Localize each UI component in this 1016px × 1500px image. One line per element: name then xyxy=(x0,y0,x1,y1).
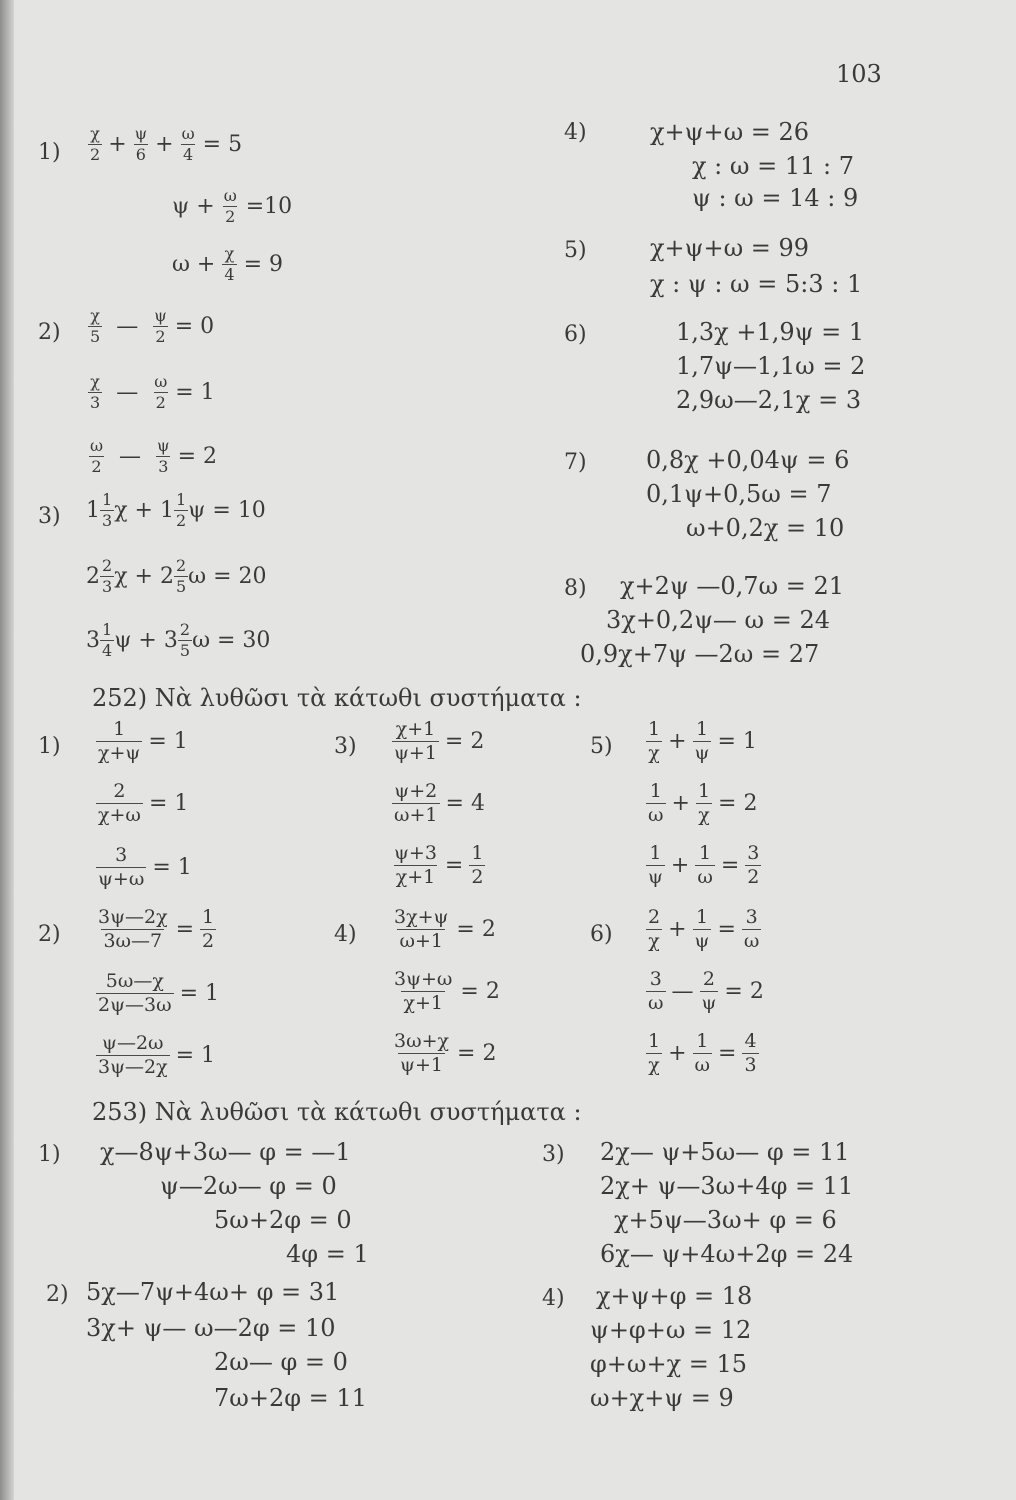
problem-number: 3) xyxy=(334,734,357,759)
problem-number: 8) xyxy=(564,576,587,601)
problem-number: 7) xyxy=(564,450,587,475)
equation: ω + $\frac{\chi}{4}$ = 9 xyxy=(172,244,283,284)
equation: ω+χ+ψ = 9 xyxy=(590,1384,734,1412)
equation: χ+ψ+ω = 99 xyxy=(650,234,810,262)
problem-number: 3) xyxy=(38,504,61,529)
equation: 7ω+2φ = 11 xyxy=(214,1384,367,1412)
problem-number: 4) xyxy=(334,922,357,947)
equation: 6χ— ψ+4ω+2φ = 24 xyxy=(600,1240,854,1268)
equation: $\frac{3\chi+\psi}{\omega+1}$ = 2 xyxy=(394,906,496,952)
equation: 1,7ψ—1,1ω = 2 xyxy=(676,352,866,380)
equation: 1 $\frac{1}{3}$ χ + 1 $\frac{1}{2}$ ψ = 10 xyxy=(86,490,266,530)
problem-number: 2) xyxy=(38,922,61,947)
equation: χ+ψ+ω = 26 xyxy=(650,118,810,146)
equation: ω+0,2χ = 10 xyxy=(686,514,845,542)
page-binding-edge xyxy=(0,0,14,1500)
equation: χ+5ψ—3ω+ φ = 6 xyxy=(614,1206,837,1234)
equation: 1,3χ +1,9ψ = 1 xyxy=(676,318,865,346)
exercise-heading: 252) Νὰ λυθῶσι τὰ κάτωθι συστήματα : xyxy=(92,684,582,712)
equation: $\frac{3\omega+\chi}{\psi+1}$ = 2 xyxy=(394,1030,497,1076)
equation: $\frac{3\psi—2\chi}{3\omega—7}$ = $\frac{1}{2}$ xyxy=(98,906,215,952)
problem-number: 2) xyxy=(46,1282,69,1307)
equation: $\frac{2}{\chi}$ + $\frac{1}{\psi}$ = $\frac{3}{\omega}$ xyxy=(648,906,760,952)
problem-number: 1) xyxy=(38,140,61,165)
equation: 0,1ψ+0,5ω = 7 xyxy=(646,480,832,508)
equation: $\frac{3}{\omega}$ — $\frac{2}{\psi}$ = 2 xyxy=(648,968,764,1014)
equation: ψ+φ+ω = 12 xyxy=(590,1316,752,1344)
equation: ψ—2ω— φ = 0 xyxy=(160,1172,337,1200)
equation: $\frac{3\psi+\omega}{\chi+1}$ = 2 xyxy=(394,968,500,1014)
equation: $\frac{5\omega—\chi}{2\psi—3\omega}$ = 1 xyxy=(98,970,220,1016)
equation: 4φ = 1 xyxy=(286,1240,369,1268)
equation: ψ : ω = 14 : 9 xyxy=(692,184,859,212)
equation: $\frac{1}{\psi}$ + $\frac{1}{\omega}$ = $\frac{3}{2}$ xyxy=(648,842,760,888)
equation: $\frac{\chi}{2}$ + $\frac{\psi}{6}$ + $\frac{\omega}{4}$ = 5 xyxy=(90,124,243,164)
equation: $\frac{3}{\psi+\omega}$ = 1 xyxy=(98,844,192,890)
page-number: 103 xyxy=(836,60,882,88)
equation: 2χ— ψ+5ω— φ = 11 xyxy=(600,1138,850,1166)
equation: 5ω+2φ = 0 xyxy=(214,1206,352,1234)
problem-number: 4) xyxy=(564,120,587,145)
equation: 2χ+ ψ—3ω+4φ = 11 xyxy=(600,1172,854,1200)
equation: $\frac{\omega}{2}$ — $\frac{\psi}{3}$ = 2 xyxy=(90,436,218,476)
equation: $\frac{1}{\chi+\psi}$ = 1 xyxy=(98,718,188,764)
equation: χ—8ψ+3ω— φ = —1 xyxy=(100,1138,351,1166)
equation: 3χ+0,2ψ— ω = 24 xyxy=(606,606,831,634)
problem-number: 5) xyxy=(590,734,613,759)
equation: $\frac{\chi+1}{\psi+1}$ = 2 xyxy=(394,718,485,764)
problem-number: 1) xyxy=(38,1142,61,1167)
equation: 0,8χ +0,04ψ = 6 xyxy=(646,446,850,474)
equation: $\frac{\psi+2}{\omega+1}$ = 4 xyxy=(394,780,485,826)
equation: $\frac{1}{\chi}$ + $\frac{1}{\psi}$ = 1 xyxy=(648,718,757,764)
exercise-heading: 253) Νὰ λυθῶσι τὰ κάτωθι συστήματα : xyxy=(92,1098,582,1126)
equation: $\frac{2}{\chi+\omega}$ = 1 xyxy=(98,780,189,826)
equation: $\frac{\psi+3}{\chi+1}$ = $\frac{1}{2}$ xyxy=(394,842,484,888)
equation: χ : ψ : ω = 5:3 : 1 xyxy=(650,270,863,298)
equation: 3 $\frac{1}{4}$ ψ + 3 $\frac{2}{5}$ ω = 30 xyxy=(86,620,271,660)
problem-number: 6) xyxy=(590,922,613,947)
problem-number: 1) xyxy=(38,734,61,759)
equation: $\frac{\chi}{3}$ — $\frac{\omega}{2}$ = 1 xyxy=(90,372,215,412)
equation: χ+2ψ —0,7ω = 21 xyxy=(620,572,845,600)
equation: $\frac{\chi}{5}$ — $\frac{\psi}{2}$ = 0 xyxy=(90,306,215,346)
equation: 2ω— φ = 0 xyxy=(214,1348,348,1376)
problem-number: 4) xyxy=(542,1286,565,1311)
equation: χ : ω = 11 : 7 xyxy=(692,152,854,180)
equation: χ+ψ+φ = 18 xyxy=(596,1282,753,1310)
problem-number: 6) xyxy=(564,322,587,347)
problem-number: 5) xyxy=(564,238,587,263)
equation: 2 $\frac{2}{3}$ χ + 2 $\frac{2}{5}$ ω = 20 xyxy=(86,556,267,596)
equation: ψ + $\frac{\omega}{2}$ =10 xyxy=(172,186,293,226)
equation: 0,9χ+7ψ —2ω = 27 xyxy=(580,640,820,668)
problem-number: 2) xyxy=(38,320,61,345)
equation: 3χ+ ψ— ω—2φ = 10 xyxy=(86,1314,336,1342)
equation: $\frac{1}{\chi}$ + $\frac{1}{\omega}$ = $\frac{4}{3}$ xyxy=(648,1030,757,1076)
equation: $\frac{1}{\omega}$ + $\frac{1}{\chi}$ = 2 xyxy=(648,780,758,826)
equation: 5χ—7ψ+4ω+ φ = 31 xyxy=(86,1278,340,1306)
equation: φ+ω+χ = 15 xyxy=(590,1350,748,1378)
problem-number: 3) xyxy=(542,1142,565,1167)
equation: 2,9ω—2,1χ = 3 xyxy=(676,386,862,414)
equation: $\frac{\psi—2\omega}{3\psi—2\chi}$ = 1 xyxy=(98,1032,216,1078)
